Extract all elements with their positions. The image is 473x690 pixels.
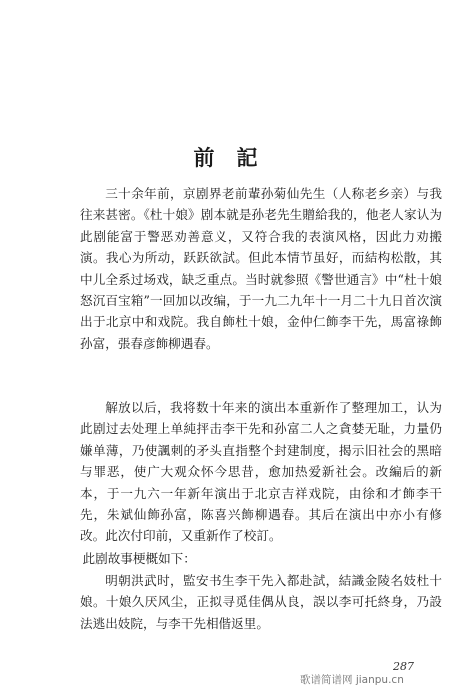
page-title: 前記	[193, 145, 280, 170]
paragraph-history: 三十余年前，京剧界老前輩孙菊仙先生（人称老乡亲）与我往来甚密。《杜十娘》剧本就是孙老先生贈給我的，他老人家认为此剧能富于警恶劝善意义，又符合我的表演风格，因此力劝搬演。我心为所动，跃跃欲試。但此本情节虽好，而結构松散，其中儿全系过场戏，缺乏重点。当时就参照《警世通言》中“杜十娘怒沉百宝箱”一回加以改编，于一九二九年十一月二十九日首次演出于北京中和戏院。我自飾杜十娘，金仲仁飾李干先，馬富祿飾孙富，張春彦飾柳遇春。	[80, 186, 442, 351]
page-number: 287	[393, 660, 414, 673]
paragraph-synopsis: 明朝洪武时，監安书生李干先入都赴試，結識金陵名妓杜十娘。十娘久厌风尘，正拟寻觅佳偶从良，誤以李可托終身，乃設法逃出妓院，与李干先相偕返里。	[80, 573, 442, 631]
paragraph-revision: 解放以后，我将数十年来的演出本重新作了整理加工，认为此剧过去处理上单純抨击李干先和孙富二人之貪婪无耻，力量仍嫌单薄，乃使諷刺的矛头直指整个封建制度，揭示旧社会的黑暗与罪恶，使广大观众怀今思昔，愈加热爱新社会。改編后的新本，于一九六一年新年演出于北京吉祥戏院，由徐和才飾李干先，朱斌仙飾孙富，陈喜兴飾柳遇春。其后在演出中亦小有修改。此次付印前，又重新作了校訂。	[80, 400, 442, 544]
site-watermark: 歌谱简谱网 jianpu.cn	[300, 674, 404, 686]
paragraph-synopsis-heading: 此剧故事梗概如下：	[82, 551, 196, 566]
